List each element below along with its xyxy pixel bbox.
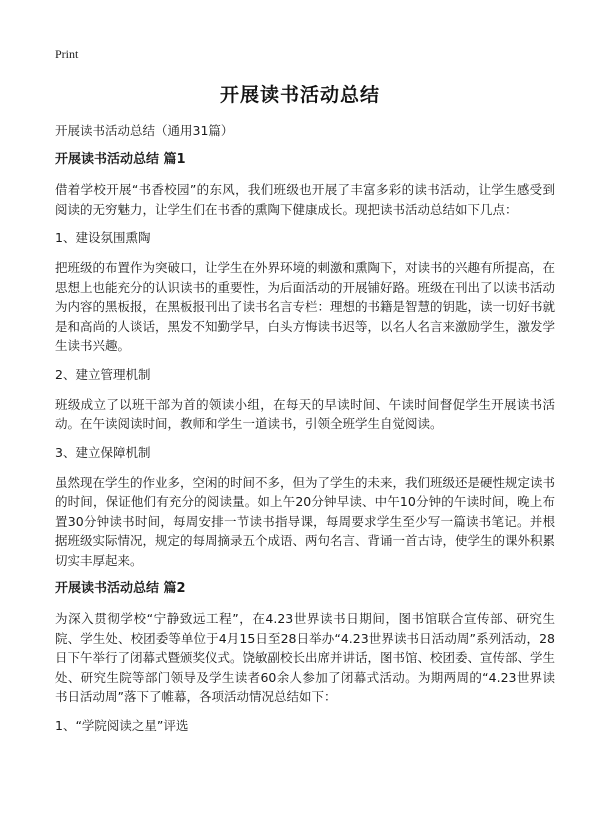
section-1-item-3-heading: 3、建立保障机制	[55, 444, 151, 460]
section-2-intro: 为深入贯彻学校“宁静致远工程”，在4.23世界读书日期间，图书馆联合宣传部、研究生院、学生处、校团委等单位于4月15日至28日举办“4.23世界读书日活动周”系列活动，28日下午举行了闭幕式暨颁奖仪式。饶敏副校长出席并讲话，图书馆、校团委、宣传部、学生处、研究生院等部门领导及学生读者60余人参加了闭幕式活动。为期两周的“4.23世界读书日活动周”落下了帷幕，各项活动情况总结如下：	[55, 611, 556, 704]
section-1-intro: 借着学校开展“书香校园”的东风，我们班级也开展了丰富多彩的读书活动，让学生感受到阅读的无穷魅力，让学生们在书香的熏陶下健康成长。现把读书活动总结如下几点：	[55, 182, 555, 217]
print-label: Print	[55, 47, 79, 61]
section-1-item-1-heading: 1、建设氛围熏陶	[55, 230, 151, 245]
document-body	[55, 122, 555, 746]
section-1-item-2-heading: 2、建立管理机制	[55, 366, 151, 382]
section-1-item-3-text: 虽然现在学生的作业多，空闲的时间不多，但为了学生的未来，我们班级还是硬性规定读书的时间，保证他们有充分的阅读量。如上午20分钟早读、中午10分钟的午读时间，晚上布置30分钟读书时间，每周安排一节读书指导课，每周要求学生至少写一篇读书笔记。并根据班级实际情况，规定的每周摘录五个成语、两句名言、背诵一首古诗，使学生的课外积累切实丰厚起来。	[55, 474, 556, 568]
document-title: 开展读书活动总结	[219, 84, 380, 106]
section-heading-1: 开展读书活动总结 篇1	[55, 152, 186, 167]
section-1-item-2-text: 班级成立了以班干部为首的领读小组，在每天的早读时间、午读时间督促学生开展读书活动。在午读阅读时间，教师和学生一道读书，引领全班学生自觉阅读。	[55, 396, 555, 431]
section-1-item-1-text: 把班级的布置作为突破口，让学生在外界环境的刺激和熏陶下，对读书的兴趣有所提高，在思想上也能充分的认识读书的重要性，为后面活动的开展铺好路。班级在刊出了以读书活动为内容的黑板报，在黑板报刊出了读书名言专栏：理想的书籍是智慧的钥匙，读一切好书就是和高尚的人谈话，黑发不知勤学早，白头方悔读书迟等，以名人名言来激励学生，激发学生读书兴趣。	[55, 260, 556, 353]
document-subtitle: 开展读书活动总结（通用31篇）	[55, 123, 234, 138]
section-2-item-1-heading: 1、“学院阅读之星”评选	[55, 717, 189, 733]
section-heading-2: 开展读书活动总结 篇2	[55, 581, 186, 596]
